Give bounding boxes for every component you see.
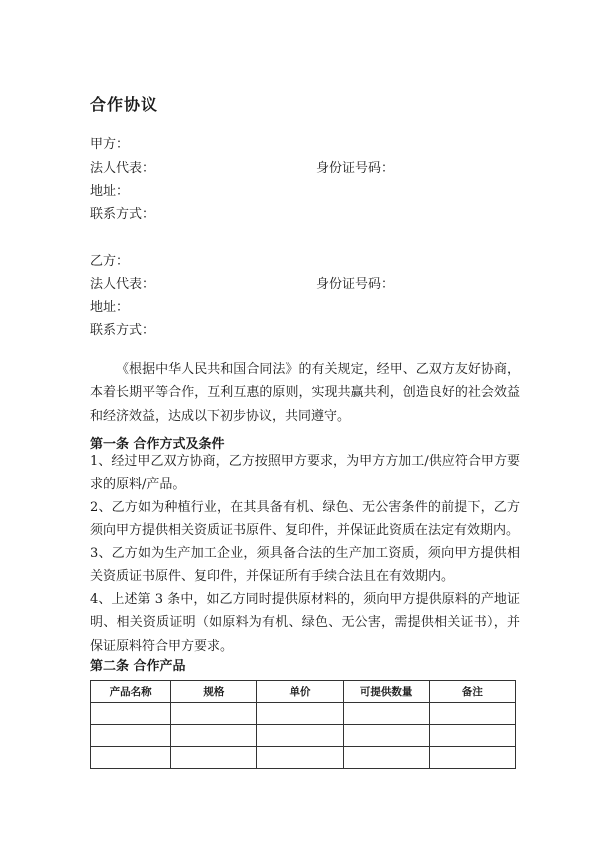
table-cell	[257, 703, 343, 725]
table-cell	[343, 747, 429, 769]
table-cell	[91, 725, 171, 747]
table-row	[91, 725, 516, 747]
party-a-address-label: 地址：	[90, 184, 130, 199]
party-a-id-label: 身份证号码：	[316, 161, 395, 176]
document-title: 合作协议	[90, 95, 159, 114]
article-1-clause-3: 3、乙方如为生产加工企业，须具备合法的生产加工资质，须向甲方提供相关资质证书原件、复印件，并保证所有手续合法且在有效期内。	[90, 546, 520, 585]
product-table	[90, 680, 516, 769]
table-cell	[91, 747, 171, 769]
intro-paragraph: 《根据中华人民共和国合同法》的有关规定，经甲、乙双方友好协商，本着长期平等合作，互利互惠的原则，实现共赢共利，创造良好的社会效益和经济效益，达成以下初步协议，共同遵守。	[90, 362, 520, 424]
party-b-address-label: 地址：	[90, 300, 130, 315]
header-product-name: 产品名称	[91, 681, 171, 703]
table-cell	[429, 703, 515, 725]
header-unit-price: 单价	[257, 681, 343, 703]
table-cell	[171, 725, 257, 747]
party-a-rep-label: 法人代表：	[90, 161, 156, 176]
product-table-header-row	[91, 681, 516, 703]
party-b-contact-label: 联系方式：	[90, 323, 156, 338]
table-cell	[343, 725, 429, 747]
header-quantity: 可提供数量	[343, 681, 429, 703]
table-cell	[171, 747, 257, 769]
header-remarks: 备注	[429, 681, 515, 703]
table-row	[91, 747, 516, 769]
party-b-id-label: 身份证号码：	[316, 277, 395, 292]
table-cell	[171, 703, 257, 725]
article-1-clause-1: 1、经过甲乙双方协商，乙方按照甲方要求，为甲方方加工/供应符合甲方要求的原料/产品。	[90, 454, 520, 493]
header-spec: 规格	[171, 681, 257, 703]
table-cell	[91, 703, 171, 725]
article-1-heading: 第一条 合作方式及条件	[90, 437, 225, 452]
table-cell	[429, 747, 515, 769]
article-1-clause-4: 4、上述第 3 条中，如乙方同时提供原材料的，须向甲方提供原料的产地证明、相关资质证明（如原料为有机、绿色、无公害，需提供相关证书），并保证原料符合甲方要求。	[90, 592, 520, 654]
article-2-heading: 第二条 合作产品	[90, 659, 186, 674]
table-cell	[257, 747, 343, 769]
table-cell	[429, 725, 515, 747]
article-1-clause-2: 2、乙方如为种植行业，在其具备有机、绿色、无公害条件的前提下，乙方须向甲方提供相关资质证书原件、复印件，并保证此资质在法定有效期内。	[90, 500, 520, 539]
party-b-label: 乙方：	[90, 254, 130, 269]
table-cell	[257, 725, 343, 747]
party-b-rep-label: 法人代表：	[90, 277, 156, 292]
party-a-label: 甲方：	[90, 137, 130, 152]
table-row	[91, 703, 516, 725]
party-a-contact-label: 联系方式：	[90, 207, 156, 222]
table-cell	[343, 703, 429, 725]
